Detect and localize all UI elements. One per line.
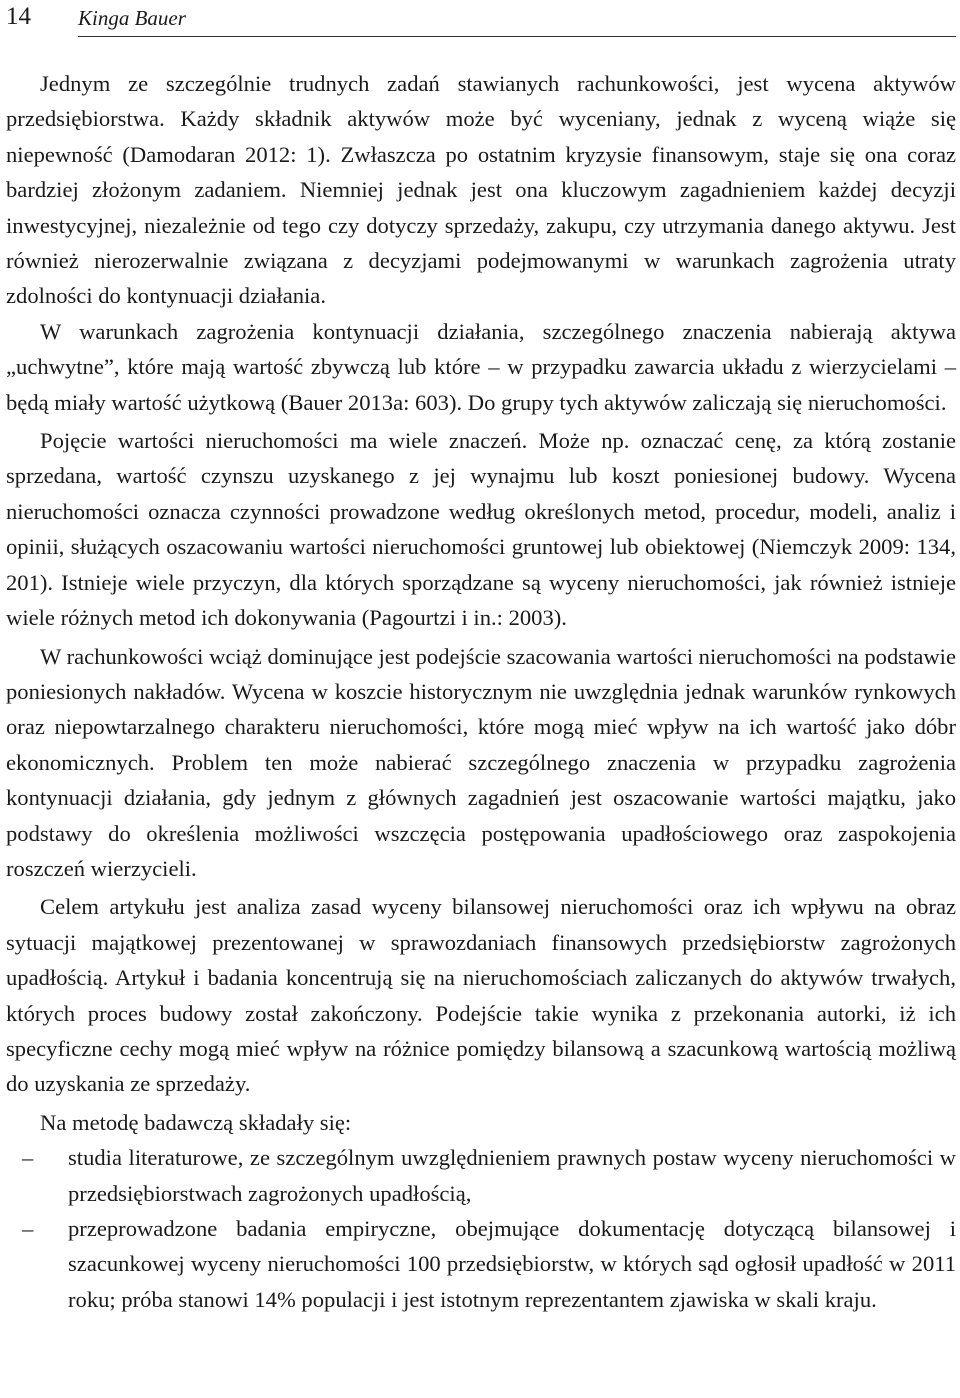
method-list <box>6 1140 956 1317</box>
page-number: 14 <box>6 3 31 30</box>
paragraph-tangible-assets: W warunkach zagrożenia kontynuacji działania, szczególnego znaczenia nabierają aktywa „uchwytne”, które mają wartość zbywczą lub które – w przypadku zawarcia układu z wierzycielami – będą miały wartość użytkową (Bauer 2013a: 603). Do grupy tych aktywów zaliczają się nieruchomości. <box>6 318 956 415</box>
list-item-text: przeprowadzone badania empiryczne, obejmujące dokumentację dotyczącą bilansowej i szacunkowej wyceny nieruchomości 100 przedsiębiorstw, w których sąd ogłosił upadłość w 2011 roku; próba stanowi 14% populacji i jest istotnym reprezentantem zjawiska w skali kraju. <box>68 1216 956 1312</box>
list-item-text: studia literaturowe, ze szczególnym uwzględnieniem prawnych postaw wyceny nieruchomości w przedsiębiorstwach zagrożonych upadłością, <box>68 1145 956 1206</box>
list-item <box>6 1140 956 1211</box>
list-marker: – <box>22 1216 34 1241</box>
paragraph-accounting-approach: W rachunkowości wciąż dominujące jest podejście szacowania wartości nieruchomości na podstawie poniesionych nakładów. Wycena w koszcie historycznym nie uwzględnia jednak warunków rynkowych oraz niepowtarzalnego charakteru nieruchomości, które mogą mieć wpływ na ich wartość jako dóbr ekonomicznych. Problem ten może nabierać szczególnego znaczenia w przypadku zagrożenia kontynuacji działania, gdy jednym z głównych zagadnień jest oszacowanie wartości majątku, jako podstawy do określenia możliwości wszczęcia postępowania upadłościowego oraz zaspokojenia roszczeń wierzycieli. <box>6 643 956 881</box>
paragraph-article-aim: Celem artykułu jest analiza zasad wyceny bilansowej nieruchomości oraz ich wpływu na obraz sytuacji majątkowej prezentowanej w sprawozdaniach finansowych przedsiębiorstw zagrożonych upadłością. Artykuł i badania koncentrują się na nieruchomościach zaliczanych do aktywów trwałych, których proces budowy został zakończony. Podejście takie wynika z przekonania autorki, iż ich specyficzne cechy mogą mieć wpływ na różnice pomiędzy bilansową a szacunkową wartością możliwą do uzyskania ze sprzedaży. <box>6 894 956 1097</box>
paragraph-intro: Jednym ze szczególnie trudnych zadań stawianych rachunkowości, jest wycena aktywów przedsiębiorstwa. Każdy składnik aktywów może być wyceniany, jednak z wyceną wiąże się niepewność (Damodaran 2012: 1). Zwłaszcza po ostatnim kryzysie finansowym, staje się ona coraz bardziej złożonym zadaniem. Niemniej jednak jest ona kluczowym zagadnieniem każdej decyzji inwestycyjnej, niezależnie od tego czy dotyczy sprzedaży, zakupu, czy utrzymania danego aktywu. Jest również nierozerwalnie związana z decyzjami podejmowanymi w warunkach zagrożenia utraty zdolności do kontynuacji działania. <box>6 71 956 309</box>
paragraph-property-value: Pojęcie wartości nieruchomości ma wiele znaczeń. Może np. oznaczać cenę, za którą zostanie sprzedana, wartość czynszu uzyskanego z jej wynajmu lub koszt poniesionej budowy. Wycena nieruchomości oznacza czynności prowadzone według określonych metod, procedur, modeli, analiz i opinii, służących oszacowaniu wartości nieruchomości gruntowej lub obiektowej (Niemczyk 2009: 134, 201). Istnieje wiele przyczyn, dla których sporządzane są wyceny nieruchomości, jak również istnieje wiele różnych metod ich dokonywania (Pagourtzi i in.: 2003). <box>6 428 956 631</box>
list-item <box>6 1211 956 1317</box>
article-body <box>6 66 956 1317</box>
running-head-author: Kinga Bauer <box>78 6 186 30</box>
header-rule <box>78 36 956 37</box>
paragraph-method-intro: Na metodę badawczą składały się: <box>40 1109 352 1135</box>
list-marker: – <box>22 1145 34 1171</box>
page-header <box>6 0 956 42</box>
